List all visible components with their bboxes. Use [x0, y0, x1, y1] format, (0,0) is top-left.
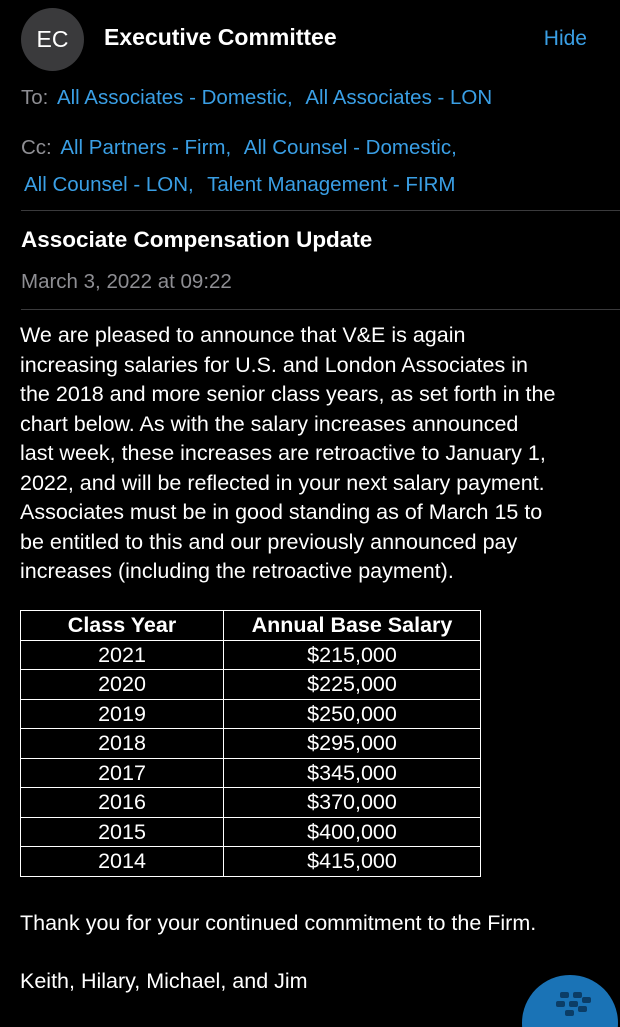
hide-button[interactable]: Hide: [543, 27, 587, 50]
cc-row-continued: [24, 173, 463, 197]
table-row: [21, 729, 481, 759]
closing-line: Thank you for your continued commitment to the Firm.: [20, 911, 537, 935]
body-line: last week, these increases are retroactive to January 1,: [20, 441, 546, 465]
recipient-chip[interactable]: All Counsel - Domestic,: [243, 136, 457, 159]
column-header-class-year: Class Year: [21, 611, 224, 641]
table-row: [21, 788, 481, 818]
body-line: increasing salaries for U.S. and London Associates in: [20, 352, 528, 377]
salary-cell: $295,000: [224, 729, 481, 759]
class-year-cell: 2015: [21, 817, 224, 847]
email-date: March 3, 2022 at 09:22: [21, 270, 232, 293]
body-line: We are pleased to announce that V&E is again: [20, 323, 466, 347]
body-line: the 2018 and more senior class years, as set forth in the: [20, 382, 556, 406]
salary-cell: $215,000: [224, 640, 481, 670]
salary-table: [20, 610, 481, 877]
sender-name[interactable]: Executive Committee: [104, 24, 337, 50]
table-row: [21, 817, 481, 847]
class-year-cell: 2018: [21, 729, 224, 759]
body-line: 2022, and will be reflected in your next salary payment.: [20, 470, 545, 495]
table-row: [21, 847, 481, 877]
salary-cell: $345,000: [224, 758, 481, 788]
email-body: [20, 321, 610, 587]
table-header-row: [21, 611, 481, 641]
to-label: To:: [21, 86, 49, 109]
divider: [21, 210, 620, 211]
blackberry-fab-button[interactable]: [522, 975, 620, 1027]
class-year-cell: 2021: [21, 640, 224, 670]
table-row: [21, 670, 481, 700]
table-row: [21, 640, 481, 670]
table-row: [21, 699, 481, 729]
blackberry-icon: [522, 975, 618, 1027]
class-year-cell: 2019: [21, 699, 224, 729]
email-header: [0, 0, 620, 78]
to-row: [21, 86, 500, 110]
class-year-cell: 2016: [21, 788, 224, 818]
salary-cell: $225,000: [224, 670, 481, 700]
class-year-cell: 2017: [21, 758, 224, 788]
signature: Keith, Hilary, Michael, and Jim: [20, 969, 308, 993]
recipient-chip[interactable]: All Partners - Firm,: [60, 136, 232, 159]
email-subject: Associate Compensation Update: [21, 227, 373, 252]
recipient-chip[interactable]: All Associates - Domestic,: [56, 86, 293, 109]
cc-row: [21, 136, 465, 160]
recipient-chip[interactable]: All Associates - LON: [305, 86, 493, 109]
class-year-cell: 2020: [21, 670, 224, 700]
body-line: be entitled to this and our previously announced pay: [20, 529, 518, 554]
divider: [21, 309, 620, 310]
recipient-chip[interactable]: Talent Management - FIRM: [207, 173, 456, 196]
column-header-salary: Annual Base Salary: [224, 611, 481, 641]
table-row: [21, 758, 481, 788]
body-line: chart below. As with the salary increases announced: [20, 411, 519, 436]
salary-cell: $250,000: [224, 699, 481, 729]
salary-cell: $400,000: [224, 817, 481, 847]
sender-avatar[interactable]: EC: [21, 8, 84, 71]
class-year-cell: 2014: [21, 847, 224, 877]
body-line: Associates must be in good standing as of March 15 to: [20, 500, 543, 524]
recipient-chip[interactable]: All Counsel - LON,: [24, 173, 194, 196]
salary-cell: $415,000: [224, 847, 481, 877]
salary-cell: $370,000: [224, 788, 481, 818]
cc-label: Cc:: [21, 136, 52, 159]
body-line: increases (including the retroactive payment).: [20, 559, 454, 583]
